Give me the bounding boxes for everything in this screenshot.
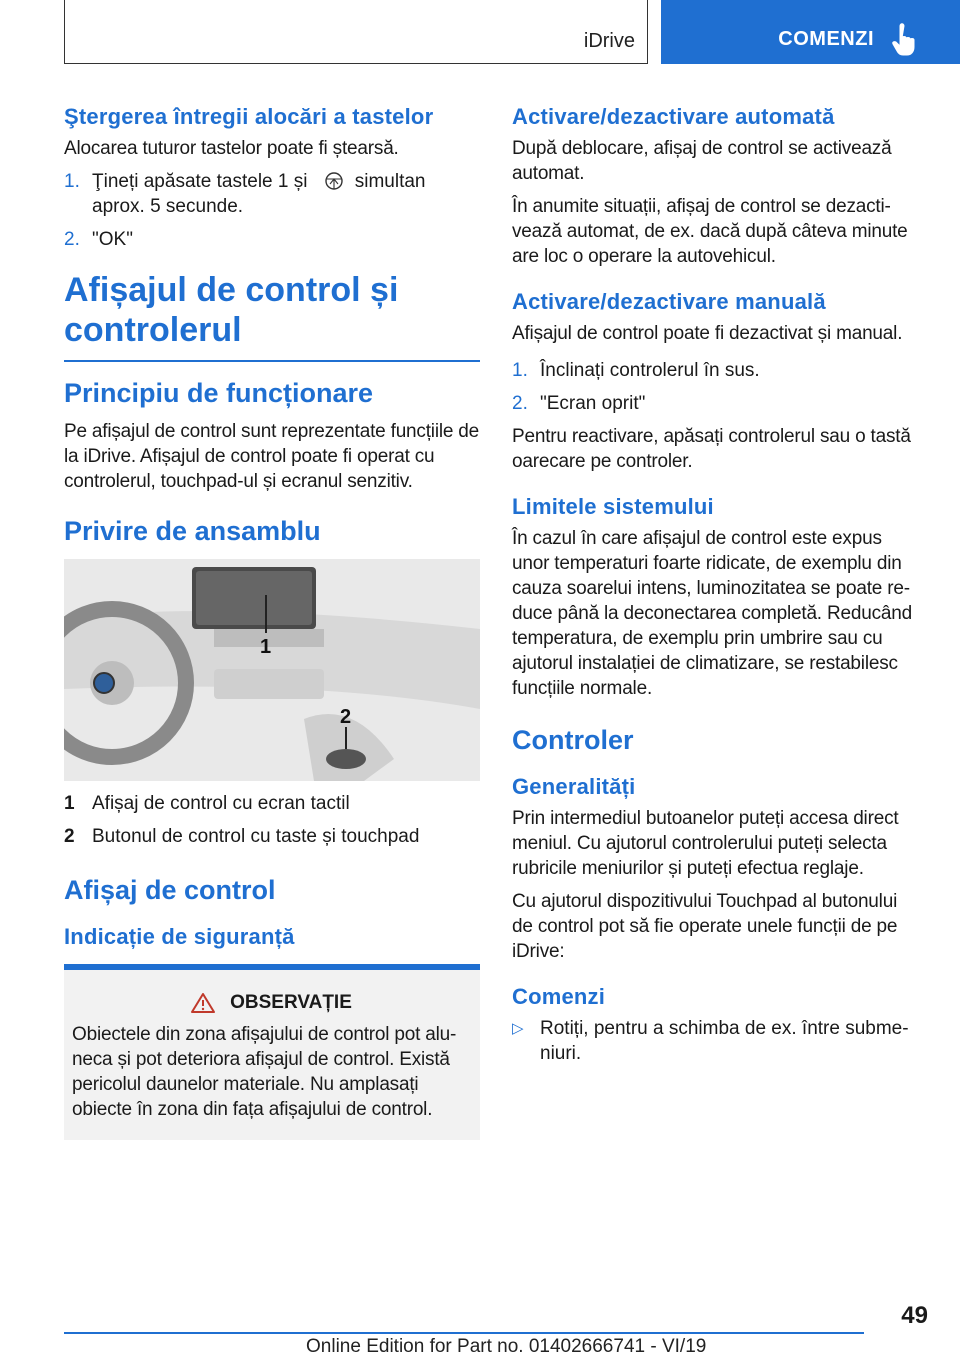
header-chapter-title: COMENZI: [778, 28, 874, 50]
right-column: [512, 100, 922, 1066]
heading-commands: Comenzi: [512, 984, 606, 1009]
paragraph-manual: Afișajul de control poate fi dezactivat și manual.: [512, 323, 903, 344]
footer-divider: [64, 1332, 864, 1334]
paragraph-limits: În cazul în care afișajul de control este expus unor temperaturi foarte ridicate, de exemplu din cauza soarelui intens, luminozitatea se poate reduce până la deconectarea completă. Reducând temperatura, de exemplu prin umbrire sau cu ajutorul instalației de climatizare, se restabilesc funcțiile normale.: [512, 528, 912, 699]
warning-text: Obiectele din zona afișajului de control pot aluneca și pot deteriora afișajul de control. Există pericolul daunelor materiale. Nu amplasați obiecte în zona din fața afișajului de control.: [72, 1024, 457, 1120]
paragraph-reactivate: Pentru reactivare, apăsați controlerul sau o tastă oarecare pe controler.: [512, 426, 911, 472]
cockpit-drawing: [64, 559, 480, 781]
warning-triangle-icon: [190, 992, 216, 1014]
header-section-title: iDrive: [583, 30, 635, 52]
paragraph-general-2: Cu ajutorul dispozitivului Touchpad al butonului de control pot să fie operate unele funcții de pe iDrive:: [512, 891, 898, 962]
header-section-box: [64, 0, 648, 64]
figure-label: 1: [260, 636, 272, 658]
paragraph-auto-2: În anumite situații, afișaj de control se dezactivează automat, de ex. dacă după câteva minute are loc o operare la autovehicul.: [512, 196, 908, 267]
heading-manual: Activare/dezactivare manuală: [512, 289, 826, 314]
paragraph-auto-1: După deblocare, afișaj de control se activează automat.: [512, 138, 892, 184]
warning-box: [64, 964, 480, 1140]
list-item: 1. Ţineți apăsate tastele 1 și simultan aprox. 5 secunde.: [64, 171, 426, 217]
steering-wheel-button-icon: [321, 171, 347, 191]
paragraph-delete: Alocarea tuturor tastelor poate fi ștearsă.: [64, 138, 399, 159]
heading-main: Afișajul de control și controlerul: [64, 271, 399, 349]
footer-edition: Online Edition for Part no. 01402666741 - VI/19: [306, 1336, 707, 1357]
page-number: 49: [901, 1302, 928, 1329]
list-item: 1. Înclinați controlerul în sus.: [512, 360, 760, 381]
list-item: ▷ Rotiți, pentru a schimba de ex. între submeniuri.: [512, 1018, 909, 1064]
list-item: 2. "Ecran oprit": [512, 393, 646, 414]
hand-pointer-icon: [892, 22, 922, 56]
paragraph-principle: Pe afișajul de control sunt reprezentate funcțiile de la iDrive. Afișajul de control poate fi operat cu controlerul, touchpad-ul și ecranul senzitiv.: [64, 421, 480, 492]
heading-general: Generalități: [512, 774, 636, 799]
cockpit-illustration: [64, 559, 480, 781]
heading-safety: Indicație de siguranță: [64, 924, 295, 949]
triangle-bullet-icon: ▷: [512, 1020, 524, 1037]
warning-title: OBSERVAȚIE: [230, 992, 352, 1013]
heading-controller: Controler: [512, 725, 634, 755]
heading-overview: Privire de ansamblu: [64, 516, 321, 546]
heading-auto: Activare/dezactivare automată: [512, 104, 835, 129]
heading-principle: Principiu de funcționare: [64, 378, 374, 408]
heading-display: Afișaj de control: [64, 875, 276, 905]
paragraph-general-1: Prin intermediul butoanelor puteți accesa direct meniul. Cu ajutorul controlerului puteți selecta rubricile meniurilor și puteți efectua reglaje.: [512, 808, 899, 879]
legend-item: 1 Afișaj de control cu ecran tactil: [64, 793, 350, 814]
heading-divider: [64, 360, 480, 362]
header-chapter-tab: [661, 0, 960, 64]
heading-delete-assignment: Ştergerea întregii alocări a tastelor: [64, 104, 434, 129]
legend-item: 2 Butonul de control cu taste și touchpad: [64, 826, 420, 847]
left-column: [64, 100, 480, 1140]
heading-limits: Limitele sistemului: [512, 494, 714, 519]
figure-label: 2: [340, 706, 352, 728]
list-item: 2. "OK": [64, 229, 133, 250]
